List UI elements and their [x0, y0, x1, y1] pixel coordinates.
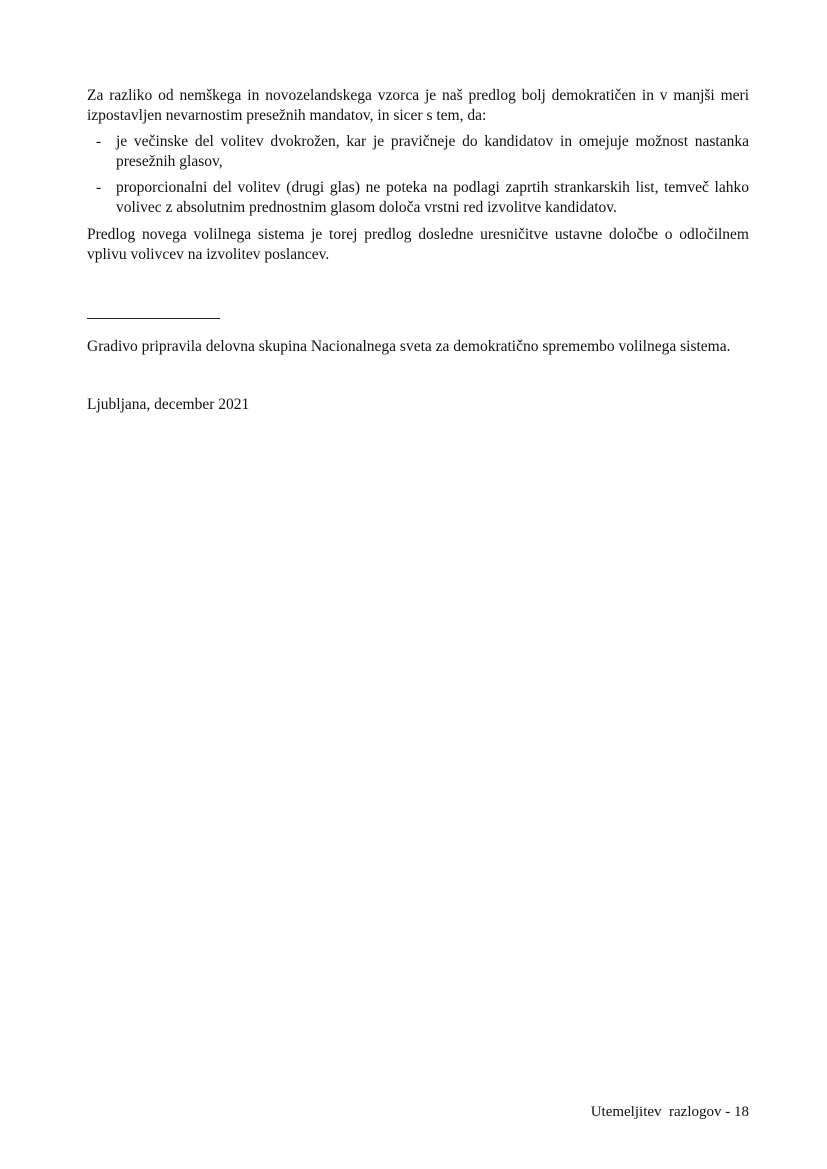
separator-rule [87, 318, 220, 319]
list-item [87, 178, 749, 218]
page-footer: Utemeljitev razlogov - 18 [590, 1104, 749, 1120]
main-content [87, 86, 749, 265]
credits-paragraph: Gradivo pripravila delovna skupina Nacionalnega sveta za demokratično spremembo volilnega sistema. [87, 338, 731, 355]
list-item-text: je večinske del volitev dvokrožen, kar je pravičneje do kandidatov in omejuje možnost nastanka presežnih glasov, [116, 133, 749, 170]
bullet-list [87, 132, 749, 218]
intro-paragraph: Za razliko od nemškega in novozelandskega vzorca je naš predlog bolj demokratičen in v manjši meri izpostavljen nevarnostim presežnih mandatov, in sicer s tem, da: [87, 87, 749, 124]
place-date: Ljubljana, december 2021 [87, 396, 250, 413]
bullet-dash: - [96, 133, 102, 150]
list-item-text: proporcionalni del volitev (drugi glas) ne poteka na podlagi zaprtih strankarskih list, temveč lahko volivec z absolutnim prednostnim glasom določa vrstni red izvolitve kandidatov. [116, 179, 749, 216]
closing-paragraph: Predlog novega volilnega sistema je torej predlog dosledne uresničitve ustavne določbe o odločilnem vplivu volivcev na izvolitev poslancev. [87, 226, 749, 263]
bullet-dash: - [96, 179, 102, 196]
list-item [87, 132, 749, 172]
